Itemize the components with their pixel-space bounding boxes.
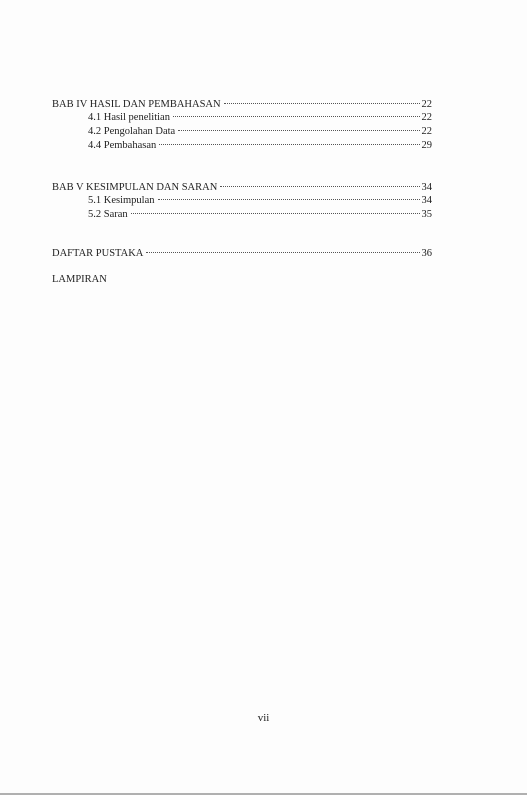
dot-leader [224,103,420,104]
toc-entry-title: DAFTAR PUSTAKA [52,248,144,259]
toc-entry-title: BAB V KESIMPULAN DAN SARAN [52,182,218,193]
dot-leader [158,199,420,200]
toc-entry-title: 4.1 Hasil penelitian [88,112,170,123]
toc-entry-section-4-1 [88,111,432,124]
toc-entry-bab-5 [52,181,432,194]
dot-leader [131,213,420,214]
toc-entry-page: 22 [421,126,432,137]
toc-entry-page: 29 [421,140,432,151]
toc-entry-title: 5.2 Saran [88,209,128,220]
toc-entry-page: 36 [421,248,432,259]
toc-entry-section-5-2 [88,208,432,221]
page-number: vii [257,712,270,724]
dot-leader [178,130,419,131]
dot-leader [220,186,419,187]
toc-entry-title: 4.2 Pengolahan Data [88,126,176,137]
toc-entry-section-4-2 [88,125,432,138]
toc-entry-page: 22 [421,112,432,123]
toc-entry-title: 4.4 Pembahasan [88,140,157,151]
toc-entry-section-4-4 [88,139,432,152]
toc-entry-page: 34 [421,182,432,193]
toc-entry-page: 22 [421,99,432,110]
toc-entry-lampiran: LAMPIRAN [52,274,107,285]
toc-entry-daftar-pustaka [52,247,432,260]
toc-entry-section-5-1 [88,194,432,207]
toc-entry-title: 5.1 Kesimpulan [88,195,155,206]
toc-entry-bab-4 [52,98,432,111]
toc-entry-title: BAB IV HASIL DAN PEMBAHASAN [52,99,221,110]
toc-entry-page: 35 [421,209,432,220]
toc-entry-page: 34 [421,195,432,206]
dot-leader [159,144,419,145]
dot-leader [173,116,420,117]
dot-leader [146,252,419,253]
